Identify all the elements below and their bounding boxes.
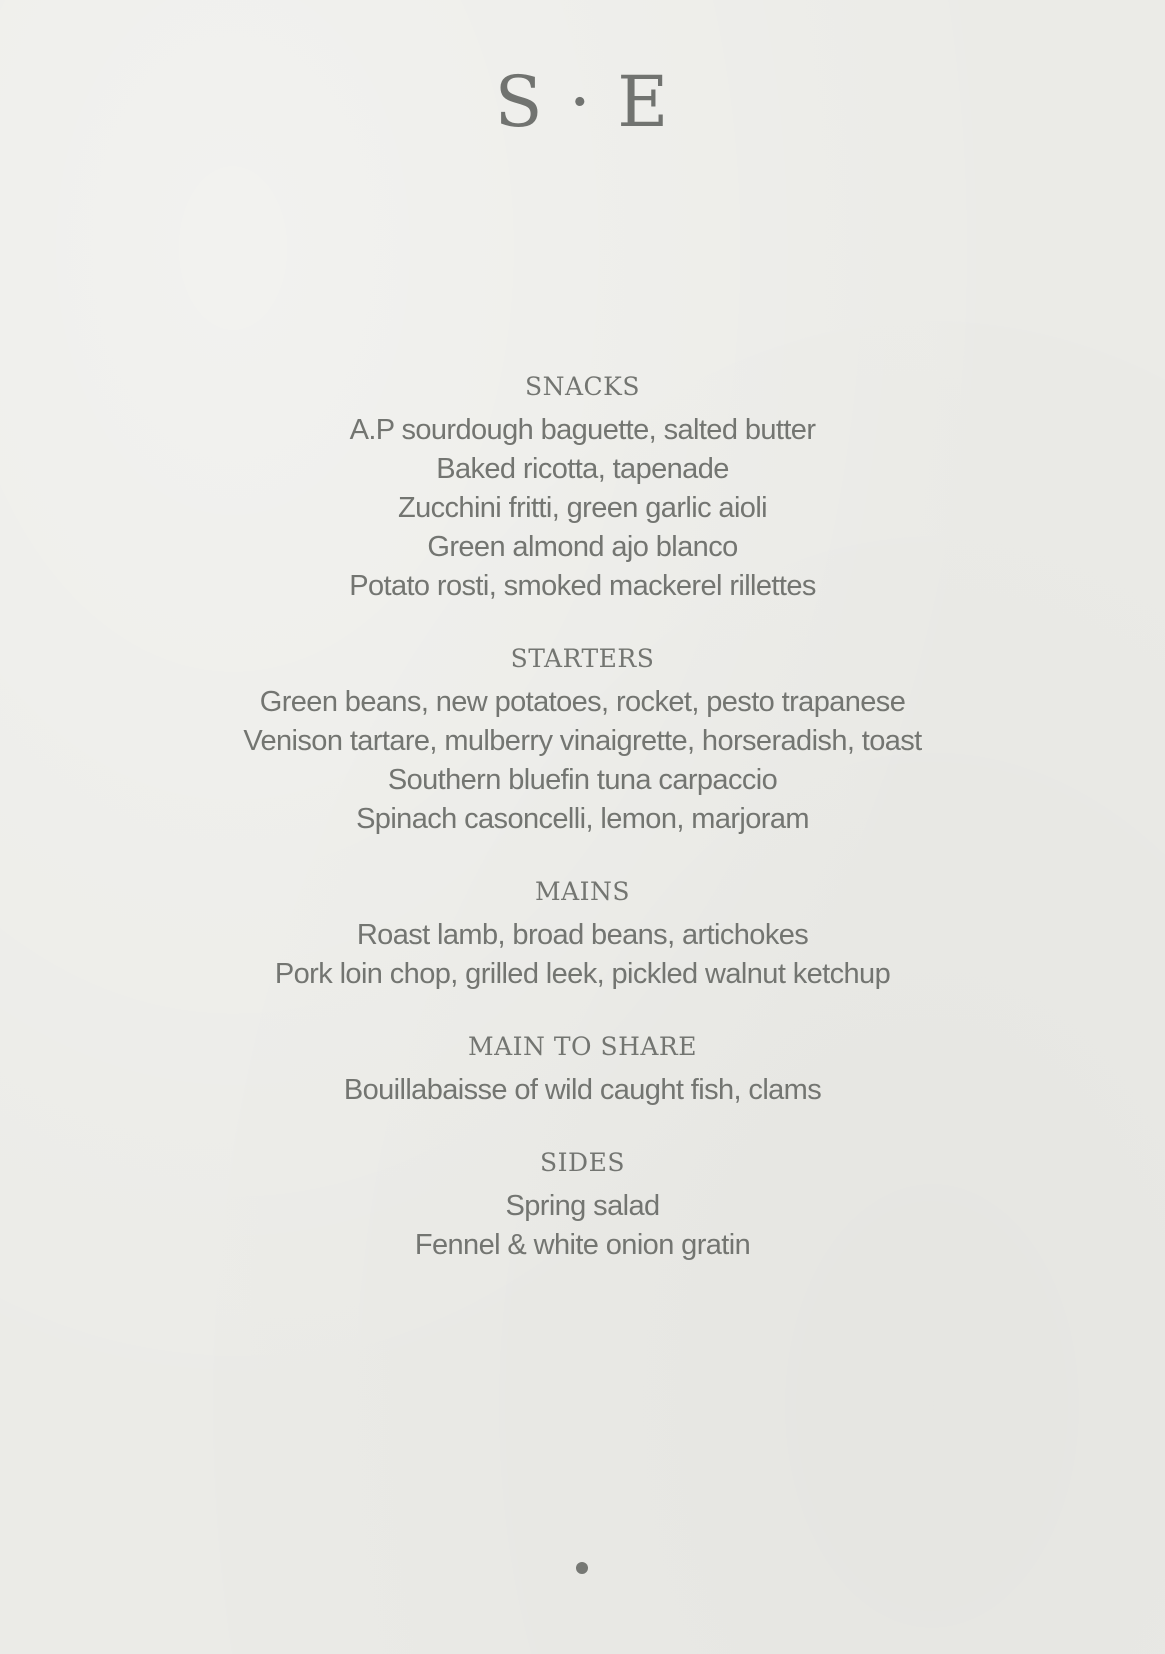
section-heading: SIDES: [540, 1148, 625, 1177]
footer-dot-icon: [576, 1562, 588, 1574]
section-heading: MAINS: [534, 877, 631, 906]
menu-item: Green almond ajo blanco: [427, 531, 738, 563]
menu-item: Potato rosti, smoked mackerel rillettes: [349, 570, 816, 602]
menu-item: Pork loin chop, grilled leek, pickled walnut ketchup: [274, 958, 891, 990]
section-main-to-share: [0, 1032, 1165, 1110]
section-heading: STARTERS: [510, 644, 655, 673]
section-starters: [0, 644, 1165, 839]
menu-item: Spring salad: [505, 1190, 660, 1222]
section-sides: [0, 1148, 1165, 1265]
menu-item: Bouillabaisse of wild caught fish, clams: [343, 1074, 822, 1106]
menu-item: Southern bluefin tuna carpaccio: [387, 764, 778, 796]
menu-item: Fennel & white onion gratin: [414, 1229, 751, 1261]
section-mains: [0, 877, 1165, 994]
menu-item: Roast lamb, broad beans, artichokes: [356, 919, 809, 951]
section-snacks: [0, 372, 1165, 606]
menu-body: [0, 372, 1165, 1303]
menu-item: Green beans, new potatoes, rocket, pesto trapanese: [259, 686, 906, 718]
menu-item: Venison tartare, mulberry vinaigrette, horseradish, toast: [243, 725, 922, 757]
menu-item: A.P sourdough baguette, salted butter: [349, 414, 816, 446]
menu-item: Baked ricotta, tapenade: [436, 453, 729, 485]
monogram-logo: S · E: [494, 61, 671, 143]
section-heading: MAIN TO SHARE: [467, 1032, 698, 1061]
menu-item: Spinach casoncelli, lemon, marjoram: [356, 803, 809, 835]
section-heading: SNACKS: [525, 372, 640, 401]
menu-item: Zucchini fritti, green garlic aioli: [397, 492, 768, 524]
